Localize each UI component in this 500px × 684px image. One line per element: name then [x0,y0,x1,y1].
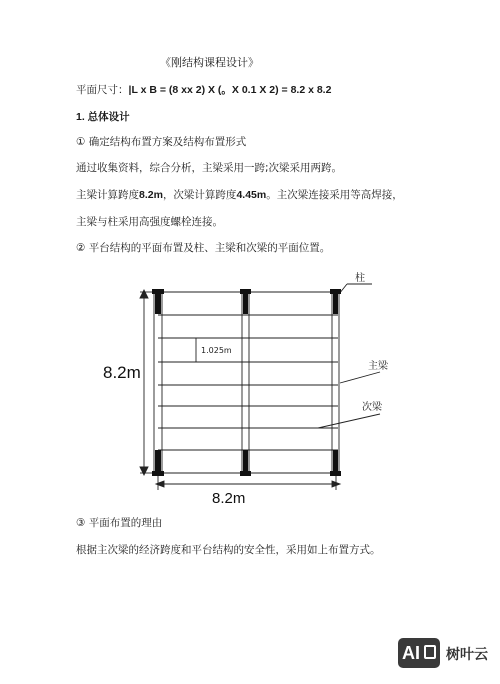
plan-dimensions-formula: |L x B = (8 xx 2) X (。X 0.1 X 2) = 8.2 x 8.2 [128,84,332,96]
logo-text: AI [402,643,420,663]
image-icon [424,645,436,659]
paragraph-bolt-connection: 主梁与柱采用高强度螺栓连接。 [76,216,223,228]
main-beam-span-value: 8.2m [139,189,163,201]
main-beam-leader-line [340,372,380,383]
column-block [333,294,338,314]
document-title: 《刚结构课程设计》 [160,56,259,69]
subheading-layout-scheme: ① 确定结构布置方案及结构布置形式 [76,136,247,148]
width-arrow-left [156,481,164,487]
paragraph-layout-reason: 根据主次梁的经济跨度和平台结构的安全性，采用如上布置方式。 [76,544,381,556]
column-block [243,294,248,314]
height-arrow-bottom [140,467,148,475]
column-cap [152,289,164,294]
column-cap [240,289,251,294]
subheading-plan-layout: ② 平台结构的平面布置及柱、主梁和次梁的平面位置。 [76,242,331,254]
column-label: 柱 [355,273,365,284]
secondary-beam-label: 次梁 [362,402,382,413]
calc-span-text-2: ，次梁计算跨度 [162,189,237,201]
column-cap [330,289,341,294]
main-beam-label: 主梁 [368,361,388,372]
column-cap [152,471,164,476]
plan-dimensions-label: 平面尺寸： [76,84,129,96]
calc-span-text-3: 。主次梁连接采用等高焊接， [266,189,403,201]
paragraph-beam-spans: 通过收集资料，综合分析，主梁采用一跨;次梁采用两跨。 [76,162,343,174]
height-dimension-label: 8.2m [103,363,141,382]
spacing-label: 1.025m [201,346,232,355]
column-block [155,450,161,471]
column-block [333,450,338,471]
section-heading-overall-design: 1. 总体设计 [76,111,130,123]
calc-span-text-1: 主梁计算跨度 [76,189,139,201]
column-cap [240,471,251,476]
brand-name: 树叶云 [446,647,488,663]
subheading-layout-reason: ③ 平面布置的理由 [76,517,163,529]
height-arrow-top [140,290,148,298]
secondary-beam-leader-line [318,414,380,428]
width-dimension-label: 8.2m [212,490,246,507]
secondary-beam-span-value: 4.45m [236,189,267,201]
column-block [243,450,248,471]
watermark-logo [398,636,490,672]
logo-badge [398,638,440,668]
column-cap [330,471,341,476]
column-block [155,294,161,314]
